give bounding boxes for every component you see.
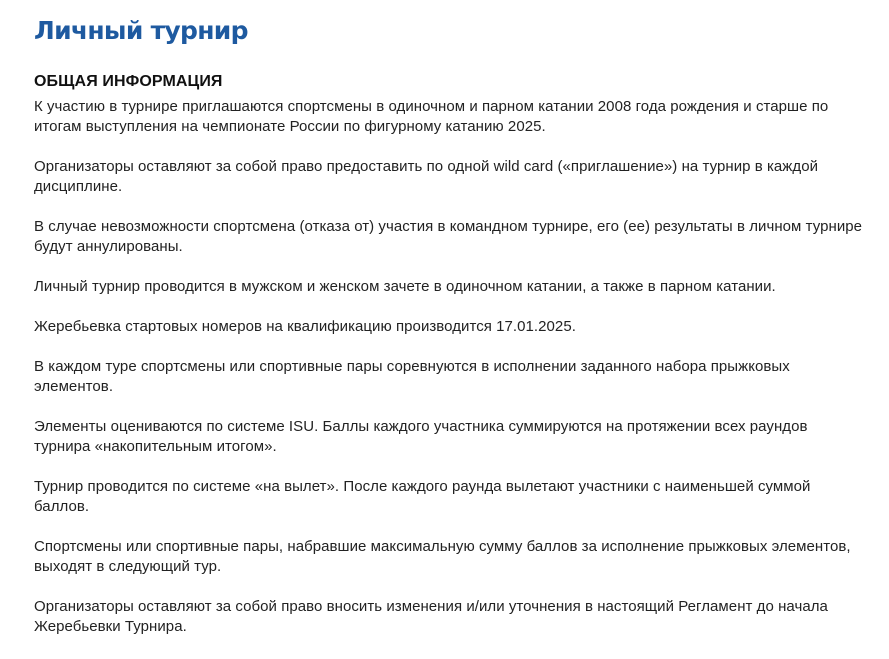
paragraph-eligibility: К участию в турнире приглашаются спортсмены в одиночном и парном катании 2008 года рождения и старше по итогам выступления на чемпионате России по фигурному катанию 2025.: [34, 98, 829, 135]
paragraph-scoring: Элементы оцениваются по системе ISU. Баллы каждого участника суммируются на протяжении всех раундов турнира «накопительным итогом».: [34, 418, 808, 455]
page-content: [34, 0, 864, 637]
paragraph-withdrawal: В случае невозможности спортсмена (отказа от) участия в командном турнире, его (ее) результаты в личном турнире будут аннулированы.: [34, 218, 863, 255]
paragraph-elimination: Турнир проводится по системе «на вылет». После каждого раунда вылетают участники с наименьшей суммой баллов.: [34, 478, 811, 515]
paragraph-advancement: Спортсмены или спортивные пары, набравшие максимальную сумму баллов за исполнение прыжковых элементов, выходят в следующий тур.: [34, 538, 851, 575]
paragraph-wild-card: Организаторы оставляют за собой право предоставить по одной wild card («приглашение») на турнир в каждой дисциплине.: [34, 158, 819, 195]
paragraph-disciplines: Личный турнир проводится в мужском и женском зачете в одиночном катании, а также в парном катании.: [34, 278, 776, 295]
page-title: Личный турнир: [34, 16, 248, 45]
paragraph-rounds: В каждом туре спортсмены или спортивные пары соревнуются в исполнении заданного набора прыжковых элементов.: [34, 358, 790, 395]
general-info-text: [34, 97, 864, 637]
paragraph-draw-date: Жеребьевка стартовых номеров на квалификацию производится 17.01.2025.: [34, 318, 576, 335]
section-title: ОБЩАЯ ИНФОРМАЦИЯ: [34, 73, 223, 90]
paragraph-changes: Организаторы оставляют за собой право вносить изменения и/или уточнения в настоящий Регламент до начала Жеребьевки Турнира.: [34, 598, 828, 635]
